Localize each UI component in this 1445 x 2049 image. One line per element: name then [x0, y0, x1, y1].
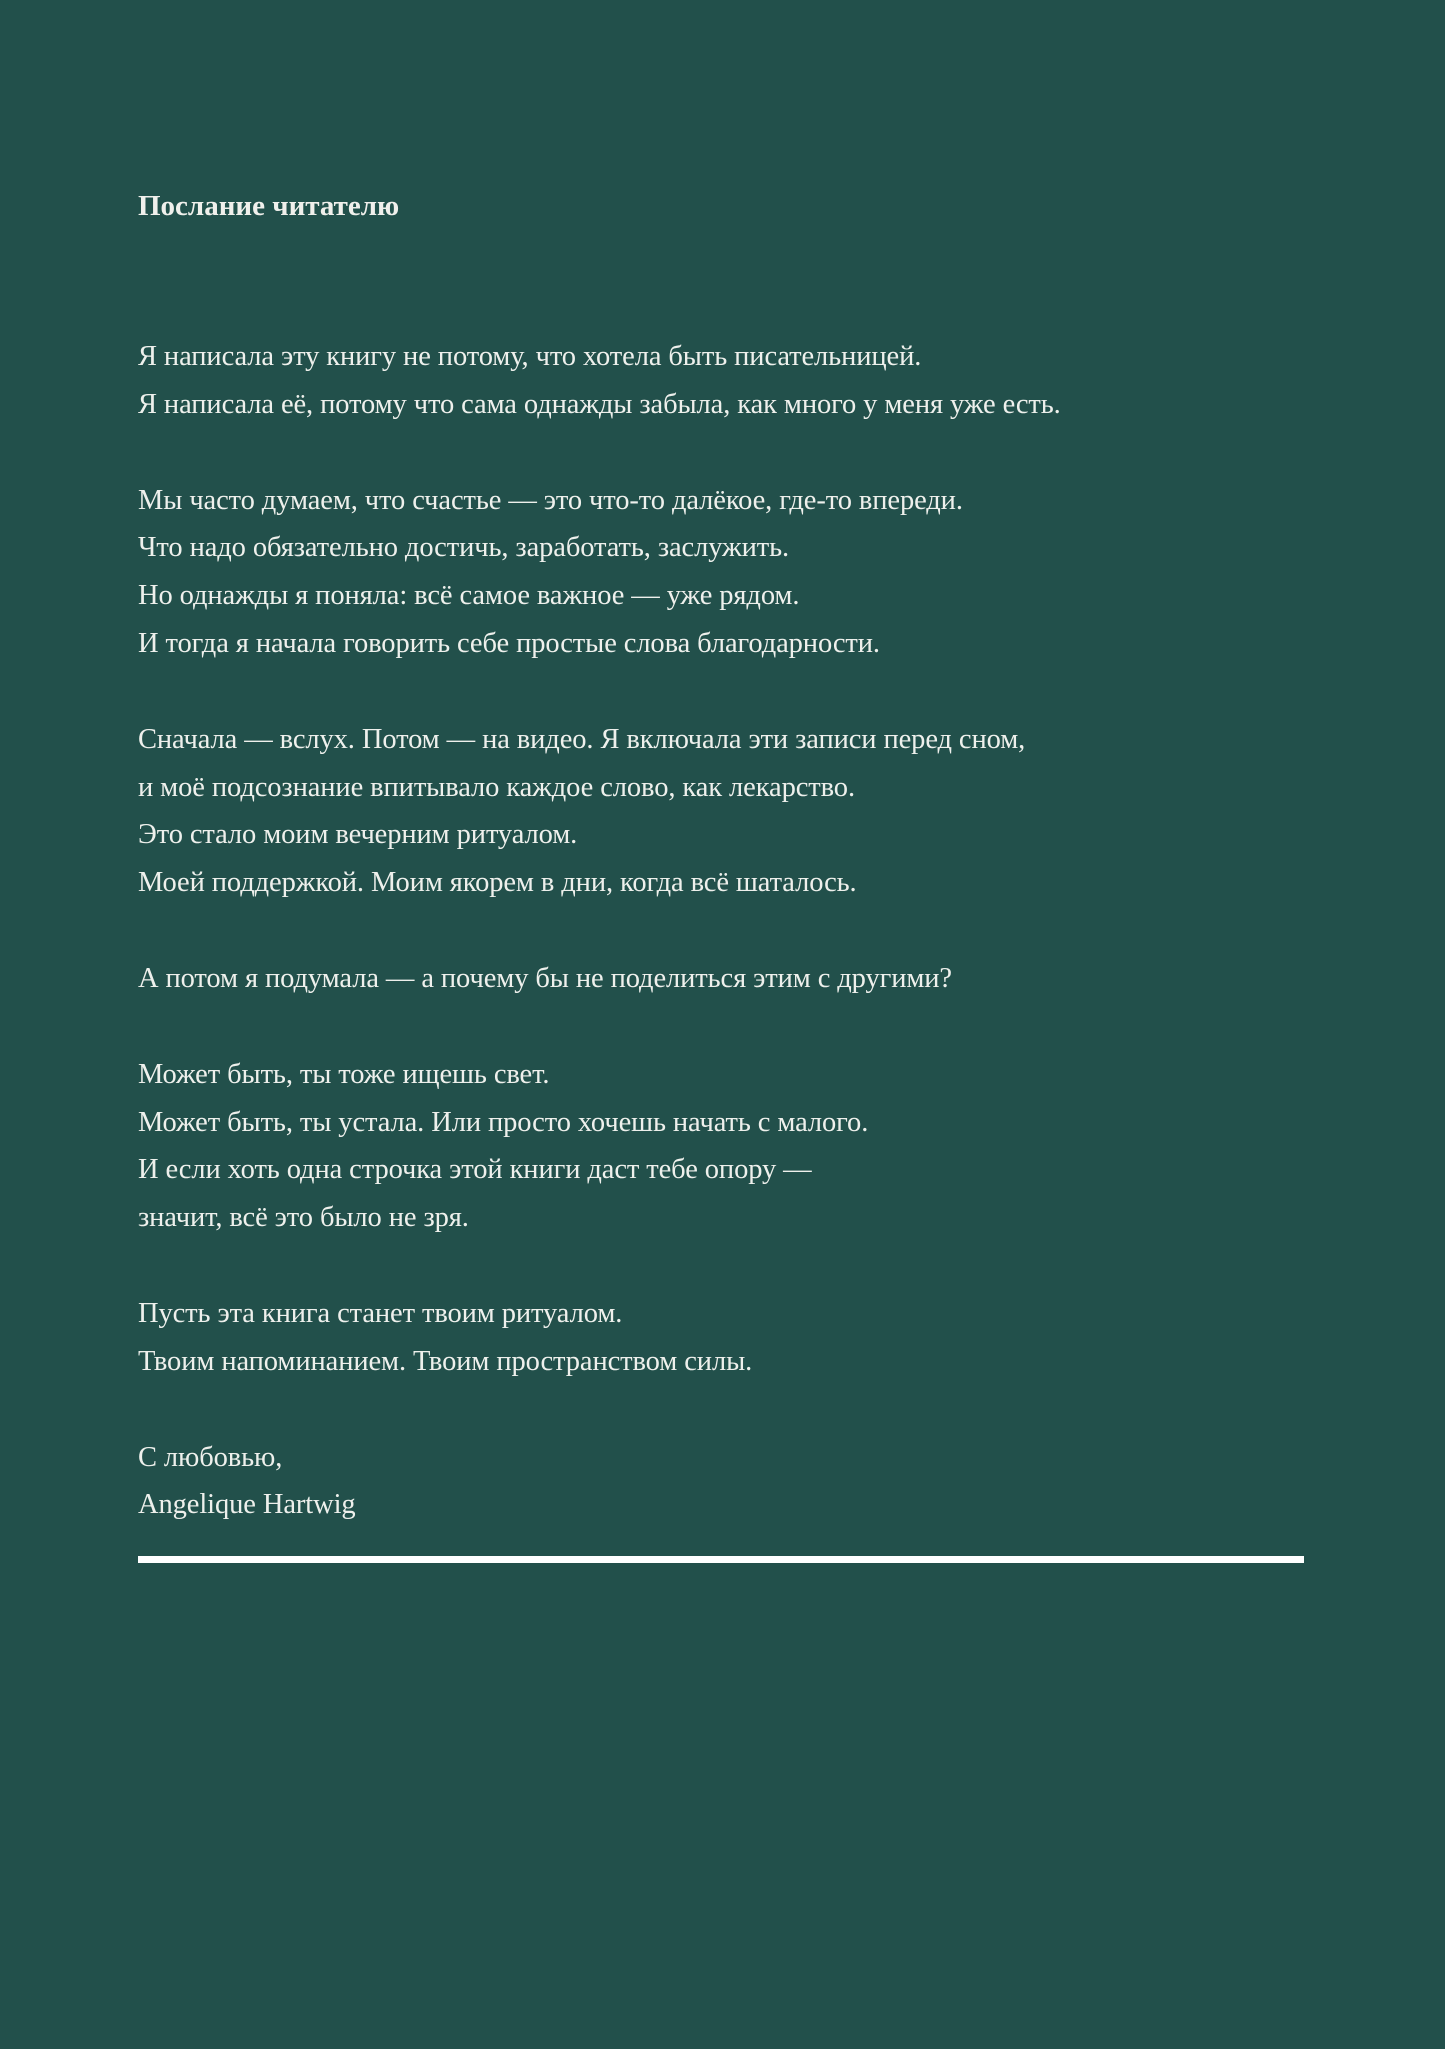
text-line: Может быть, ты устала. Или просто хочешь начать с малого.: [138, 1106, 869, 1138]
text-line: И если хоть одна строчка этой книги даст тебе опору —: [138, 1154, 812, 1186]
text-line: Что надо обязательно достичь, заработать, заслужить.: [138, 532, 789, 564]
text-line: и моё подсознание впитывало каждое слово, как лекарство.: [138, 771, 855, 803]
paragraph: [138, 477, 1338, 668]
page-title: Послание читателю: [138, 190, 400, 222]
text-line: И тогда я начала говорить себе простые слова благодарности.: [138, 627, 880, 659]
signature-closing: С любовью,: [138, 1441, 283, 1473]
text-line: Твоим напоминанием. Твоим пространством силы.: [138, 1345, 753, 1377]
paragraph: [138, 333, 1338, 429]
signature: [138, 1434, 1338, 1530]
text-line: Пусть эта книга станет твоим ритуалом.: [138, 1297, 623, 1329]
text-line: Может быть, ты тоже ищешь свет.: [138, 1058, 550, 1090]
paragraph: [138, 1290, 1338, 1386]
text-line: Сначала — вслух. Потом — на видео. Я включала эти записи перед сном,: [138, 723, 1026, 755]
text-line: Я написала эту книгу не потому, что хотела быть писательницей.: [138, 341, 922, 372]
text-line: Я написала её, потому что сама однажды забыла, как много у меня уже есть.: [138, 388, 1061, 420]
paragraph: [138, 1051, 1338, 1242]
text-line: А потом я подумала — а почему бы не поделиться этим с другими?: [138, 962, 952, 994]
text-line: Но однажды я поняла: всё самое важное — уже рядом.: [138, 580, 800, 612]
text-line: Это стало моим вечерним ритуалом.: [138, 819, 578, 851]
divider-rule: [138, 1556, 1304, 1563]
paragraph: [138, 955, 1338, 1003]
letter-body: [138, 333, 1338, 1529]
text-line: значит, всё это было не зря.: [138, 1202, 469, 1234]
text-line: Моей поддержкой. Моим якорем в дни, когда всё шаталось.: [138, 867, 857, 899]
paragraph: [138, 716, 1338, 907]
text-line: Мы часто думаем, что счастье — это что-то далёкое, где-то впереди.: [138, 484, 963, 516]
signature-author: Angelique Hartwig: [138, 1489, 356, 1521]
